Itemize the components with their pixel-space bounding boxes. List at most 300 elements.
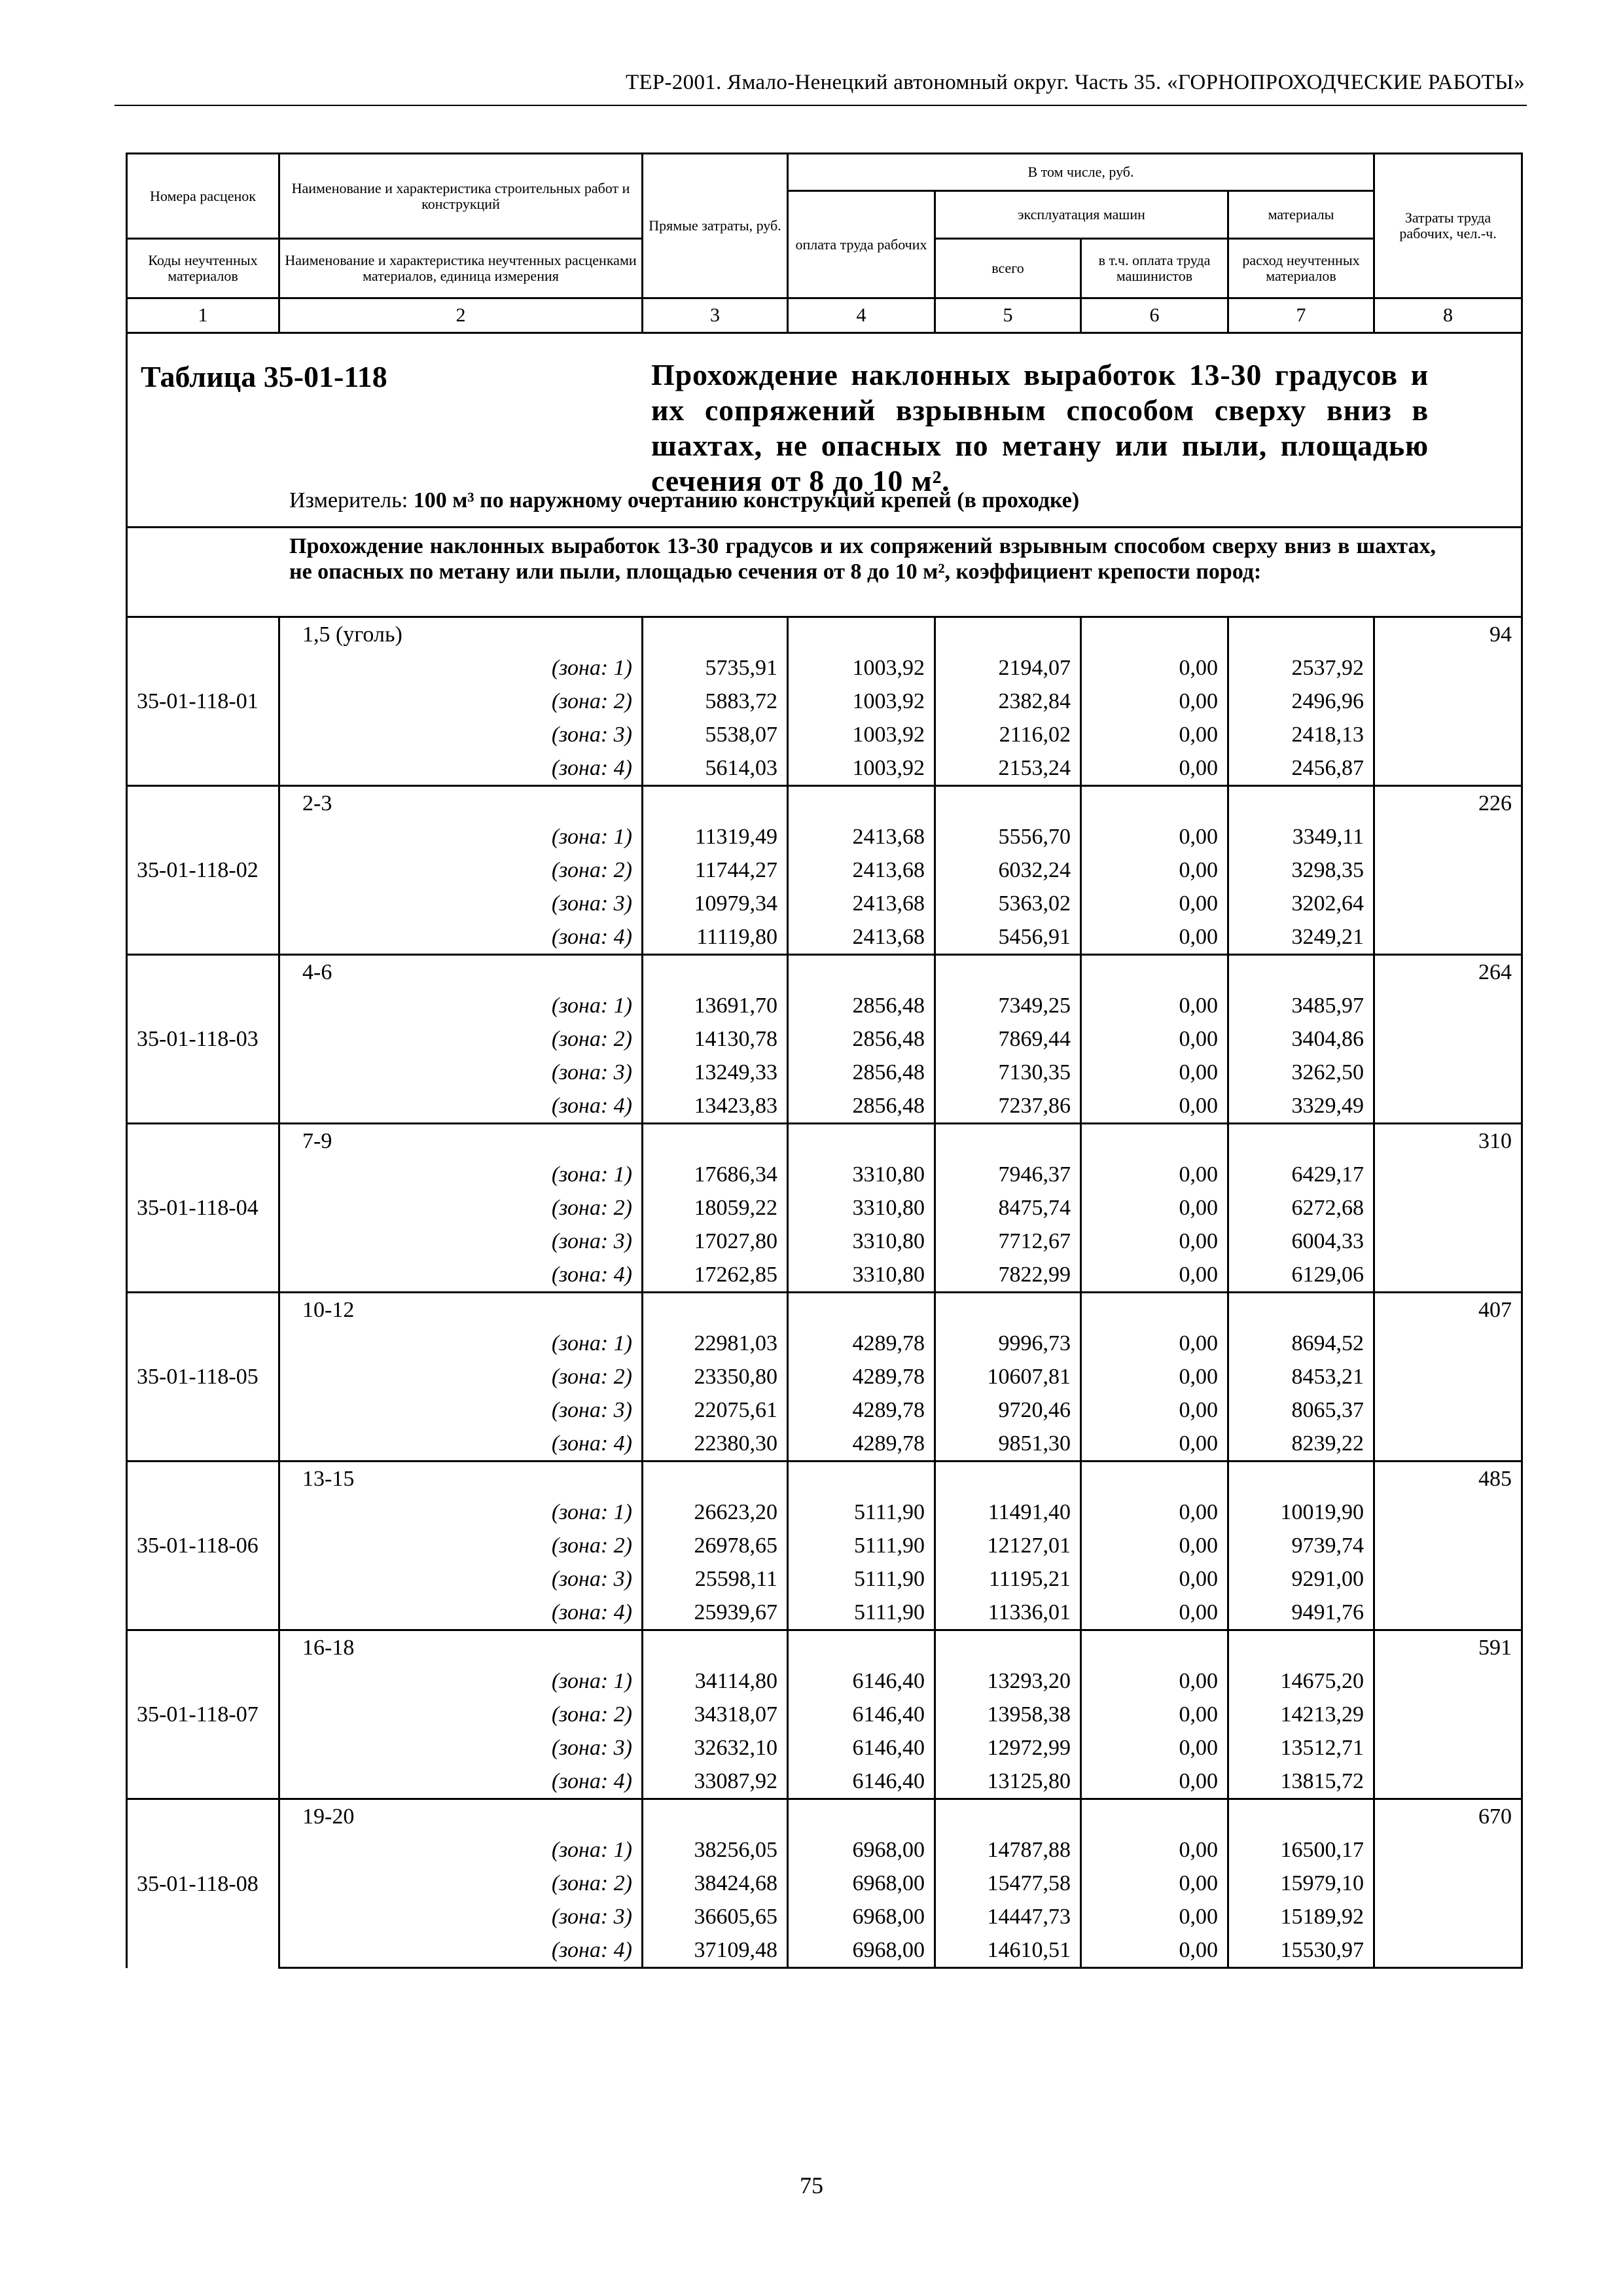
empty-cell	[1374, 1258, 1522, 1293]
rate-name: 2-3	[279, 786, 643, 821]
col6-header: в т.ч. оплата труда машинистов	[1081, 239, 1228, 298]
materials-cost: 13512,71	[1228, 1731, 1374, 1765]
table-name: Таблица 35-01-118	[141, 360, 387, 393]
direct-cost: 23350,80	[643, 1360, 788, 1393]
zone-row	[127, 1900, 1522, 1933]
direct-cost: 34114,80	[643, 1664, 788, 1698]
zone-row	[127, 1393, 1522, 1427]
machines-cost: 8475,74	[935, 1191, 1081, 1225]
materials-cost: 3298,35	[1228, 853, 1374, 887]
machines-cost: 13125,80	[935, 1765, 1081, 1799]
machines-cost: 12972,99	[935, 1731, 1081, 1765]
empty-cell	[1374, 1698, 1522, 1731]
zone-row	[127, 1225, 1522, 1258]
rate-row	[127, 1462, 1522, 1496]
empty-cell	[788, 786, 935, 821]
zone-row	[127, 1867, 1522, 1900]
direct-cost: 11119,80	[643, 920, 788, 955]
col3-header: Прямые затраты, руб.	[643, 154, 788, 298]
zone-row	[127, 1191, 1522, 1225]
zone-row	[127, 1933, 1522, 1968]
table-subtitle: Прохождение наклонных выработок 13-30 градусов и их сопряжений взрывным способом сверху вниз в шахтах, не опасных по метану или пыли, площадью сечения от 8 до 10 м², коэффициент крепости пород:	[289, 534, 1436, 584]
machines-cost: 11336,01	[935, 1596, 1081, 1630]
direct-cost: 5883,72	[643, 685, 788, 718]
direct-cost: 13423,83	[643, 1089, 788, 1124]
col5-header: всего	[935, 239, 1081, 298]
operators-cost: 0,00	[1081, 718, 1228, 751]
column-number: 3	[643, 298, 788, 333]
col4-header: оплата труда рабочих	[788, 191, 935, 298]
empty-cell	[1228, 1799, 1374, 1834]
empty-cell	[788, 1630, 935, 1665]
materials-cost: 9739,74	[1228, 1529, 1374, 1562]
rate-row	[127, 617, 1522, 652]
empty-cell	[1374, 1158, 1522, 1191]
empty-cell	[1374, 1900, 1522, 1933]
operators-cost: 0,00	[1081, 1596, 1228, 1630]
rate-row	[127, 786, 1522, 821]
machines-cost: 7869,44	[935, 1022, 1081, 1056]
empty-cell	[788, 1462, 935, 1496]
column-number: 1	[127, 298, 279, 333]
direct-cost: 13691,70	[643, 989, 788, 1022]
machines-cost: 13958,38	[935, 1698, 1081, 1731]
wages-cost: 5111,90	[788, 1596, 935, 1630]
zone-row	[127, 1089, 1522, 1124]
running-header: ТЕР-2001. Ямало-Ненецкий автономный округ. Часть 35. «ГОРНОПРОХОДЧЕСКИЕ РАБОТЫ»	[625, 71, 1525, 94]
direct-cost: 14130,78	[643, 1022, 788, 1056]
zone-label: (зона: 4)	[279, 751, 643, 786]
direct-cost: 22380,30	[643, 1427, 788, 1462]
empty-cell	[1228, 617, 1374, 652]
operators-cost: 0,00	[1081, 1158, 1228, 1191]
empty-cell	[935, 1293, 1081, 1327]
zone-label: (зона: 3)	[279, 1393, 643, 1427]
labor-cost: 591	[1374, 1630, 1522, 1665]
empty-cell	[1374, 651, 1522, 685]
rate-name: 7-9	[279, 1124, 643, 1158]
empty-cell	[1374, 1225, 1522, 1258]
zone-row	[127, 1529, 1522, 1562]
empty-cell	[1374, 887, 1522, 920]
zone-row	[127, 1258, 1522, 1293]
machines-cost: 9996,73	[935, 1327, 1081, 1360]
zone-label: (зона: 2)	[279, 853, 643, 887]
col1-bottom-header: Коды неучтенных материалов	[127, 239, 279, 298]
direct-cost: 18059,22	[643, 1191, 788, 1225]
empty-cell	[1374, 853, 1522, 887]
materials-cost: 15979,10	[1228, 1867, 1374, 1900]
operators-cost: 0,00	[1081, 853, 1228, 887]
table-title-block	[127, 333, 1522, 528]
rate-row	[127, 1293, 1522, 1327]
machines-cost: 7237,86	[935, 1089, 1081, 1124]
empty-cell	[1374, 920, 1522, 955]
zone-label: (зона: 3)	[279, 1225, 643, 1258]
wages-cost: 4289,78	[788, 1327, 935, 1360]
direct-cost: 5614,03	[643, 751, 788, 786]
rate-code: 35-01-118-05	[127, 1293, 279, 1462]
empty-cell	[1374, 1360, 1522, 1393]
empty-cell	[1374, 1327, 1522, 1360]
empty-cell	[643, 1630, 788, 1665]
materials-cost: 9291,00	[1228, 1562, 1374, 1596]
col7-header: расход неучтенных материалов	[1228, 239, 1374, 298]
materials-cost: 6129,06	[1228, 1258, 1374, 1293]
wages-cost: 4289,78	[788, 1393, 935, 1427]
wages-cost: 6146,40	[788, 1731, 935, 1765]
empty-cell	[1081, 1630, 1228, 1665]
machines-cost: 5556,70	[935, 820, 1081, 853]
empty-cell	[1374, 1393, 1522, 1427]
empty-cell	[788, 1124, 935, 1158]
zone-row	[127, 1327, 1522, 1360]
empty-cell	[1228, 786, 1374, 821]
zone-row	[127, 920, 1522, 955]
operators-cost: 0,00	[1081, 1022, 1228, 1056]
wages-cost: 2856,48	[788, 1089, 935, 1124]
machines-cost: 7130,35	[935, 1056, 1081, 1089]
operators-cost: 0,00	[1081, 1933, 1228, 1968]
machines-cost: 15477,58	[935, 1867, 1081, 1900]
operators-cost: 0,00	[1081, 1089, 1228, 1124]
wages-cost: 6968,00	[788, 1867, 935, 1900]
materials-cost: 2496,96	[1228, 685, 1374, 718]
wages-cost: 2413,68	[788, 887, 935, 920]
zone-row	[127, 820, 1522, 853]
empty-cell	[1228, 955, 1374, 990]
empty-cell	[1081, 1124, 1228, 1158]
zone-row	[127, 1360, 1522, 1393]
materials-cost: 8065,37	[1228, 1393, 1374, 1427]
direct-cost: 11744,27	[643, 853, 788, 887]
wages-cost: 6146,40	[788, 1765, 935, 1799]
wages-cost: 3310,80	[788, 1258, 935, 1293]
rate-code: 35-01-118-06	[127, 1462, 279, 1630]
direct-cost: 38256,05	[643, 1833, 788, 1867]
materials-cost: 3349,11	[1228, 820, 1374, 853]
rate-name: 10-12	[279, 1293, 643, 1327]
materials-cost: 16500,17	[1228, 1833, 1374, 1867]
empty-cell	[1374, 1933, 1522, 1968]
rate-code: 35-01-118-01	[127, 617, 279, 786]
machines-cost: 9851,30	[935, 1427, 1081, 1462]
empty-cell	[935, 1462, 1081, 1496]
operators-cost: 0,00	[1081, 1765, 1228, 1799]
wages-cost: 2413,68	[788, 853, 935, 887]
empty-cell	[935, 617, 1081, 652]
zone-row	[127, 685, 1522, 718]
col1-top-header: Номера расценок	[127, 154, 279, 239]
labor-cost: 670	[1374, 1799, 1522, 1834]
table-title: Прохождение наклонных выработок 13-30 градусов и их сопряжений взрывным способом сверху вниз в шахтах, не опасных по метану или пыли, площадью сечения от 8 до 10 м².	[651, 358, 1429, 497]
machines-cost: 12127,01	[935, 1529, 1081, 1562]
materials-cost: 13815,72	[1228, 1765, 1374, 1799]
materials-cost: 15189,92	[1228, 1900, 1374, 1933]
col8-header: Затраты труда рабочих, чел.-ч.	[1374, 154, 1522, 298]
machines-cost: 6032,24	[935, 853, 1081, 887]
zone-label: (зона: 3)	[279, 887, 643, 920]
zone-label: (зона: 3)	[279, 1562, 643, 1596]
zone-label: (зона: 1)	[279, 651, 643, 685]
rate-name: 16-18	[279, 1630, 643, 1665]
operators-cost: 0,00	[1081, 1867, 1228, 1900]
materials-cost: 6272,68	[1228, 1191, 1374, 1225]
empty-cell	[643, 1124, 788, 1158]
empty-cell	[1081, 1293, 1228, 1327]
materials-cost: 3485,97	[1228, 989, 1374, 1022]
zone-label: (зона: 2)	[279, 1529, 643, 1562]
unit-prefix: Измеритель:	[289, 488, 408, 512]
operators-cost: 0,00	[1081, 1056, 1228, 1089]
zone-label: (зона: 1)	[279, 1327, 643, 1360]
machines-cost: 5456,91	[935, 920, 1081, 955]
column-number: 7	[1228, 298, 1374, 333]
wages-cost: 6968,00	[788, 1900, 935, 1933]
wages-cost: 2413,68	[788, 820, 935, 853]
direct-cost: 22075,61	[643, 1393, 788, 1427]
materials-cost: 14213,29	[1228, 1698, 1374, 1731]
wages-cost: 6968,00	[788, 1833, 935, 1867]
direct-cost: 25939,67	[643, 1596, 788, 1630]
zone-label: (зона: 3)	[279, 718, 643, 751]
wages-cost: 4289,78	[788, 1427, 935, 1462]
wages-cost: 6968,00	[788, 1933, 935, 1968]
machines-cost: 2153,24	[935, 751, 1081, 786]
zone-label: (зона: 1)	[279, 1158, 643, 1191]
empty-cell	[935, 1630, 1081, 1665]
wages-cost: 2413,68	[788, 920, 935, 955]
operators-cost: 0,00	[1081, 1731, 1228, 1765]
empty-cell	[1374, 751, 1522, 786]
empty-cell	[935, 786, 1081, 821]
rate-row	[127, 1124, 1522, 1158]
empty-cell	[1081, 617, 1228, 652]
empty-cell	[1228, 1293, 1374, 1327]
rate-name: 13-15	[279, 1462, 643, 1496]
empty-cell	[1081, 1799, 1228, 1834]
materials-cost: 14675,20	[1228, 1664, 1374, 1698]
wages-cost: 1003,92	[788, 751, 935, 786]
table-subtitle-block	[127, 528, 1522, 617]
materials-cost: 3404,86	[1228, 1022, 1374, 1056]
operators-cost: 0,00	[1081, 1664, 1228, 1698]
empty-cell	[643, 1799, 788, 1834]
rate-name: 19-20	[279, 1799, 643, 1834]
zone-label: (зона: 2)	[279, 1022, 643, 1056]
empty-cell	[1374, 1496, 1522, 1529]
direct-cost: 5735,91	[643, 651, 788, 685]
wages-cost: 5111,90	[788, 1529, 935, 1562]
empty-cell	[1228, 1124, 1374, 1158]
materials-cost: 2456,87	[1228, 751, 1374, 786]
operators-cost: 0,00	[1081, 1225, 1228, 1258]
zone-row	[127, 1833, 1522, 1867]
empty-cell	[1374, 1089, 1522, 1124]
zone-row	[127, 1496, 1522, 1529]
materials-cost: 3262,50	[1228, 1056, 1374, 1089]
operators-cost: 0,00	[1081, 1833, 1228, 1867]
machines-cost: 7946,37	[935, 1158, 1081, 1191]
wages-cost: 6146,40	[788, 1698, 935, 1731]
rate-code: 35-01-118-08	[127, 1799, 279, 1968]
zone-label: (зона: 3)	[279, 1731, 643, 1765]
labor-cost: 226	[1374, 786, 1522, 821]
zone-label: (зона: 4)	[279, 1933, 643, 1968]
zone-label: (зона: 2)	[279, 1191, 643, 1225]
zone-label: (зона: 1)	[279, 1496, 643, 1529]
rate-code: 35-01-118-04	[127, 1124, 279, 1293]
machines-cost: 7712,67	[935, 1225, 1081, 1258]
materials-cost: 15530,97	[1228, 1933, 1374, 1968]
direct-cost: 25598,11	[643, 1562, 788, 1596]
group-machines-header: эксплуатация машин	[935, 191, 1228, 239]
operators-cost: 0,00	[1081, 1258, 1228, 1293]
rate-row	[127, 1630, 1522, 1665]
zone-label: (зона: 4)	[279, 1089, 643, 1124]
zone-row	[127, 1158, 1522, 1191]
operators-cost: 0,00	[1081, 1427, 1228, 1462]
materials-cost: 6004,33	[1228, 1225, 1374, 1258]
empty-cell	[643, 955, 788, 990]
direct-cost: 22981,03	[643, 1327, 788, 1360]
direct-cost: 17027,80	[643, 1225, 788, 1258]
labor-cost: 310	[1374, 1124, 1522, 1158]
empty-cell	[1374, 989, 1522, 1022]
empty-cell	[1374, 1191, 1522, 1225]
zone-label: (зона: 2)	[279, 1698, 643, 1731]
machines-cost: 2194,07	[935, 651, 1081, 685]
operators-cost: 0,00	[1081, 1360, 1228, 1393]
direct-cost: 13249,33	[643, 1056, 788, 1089]
header-rule	[115, 105, 1527, 106]
materials-cost: 6429,17	[1228, 1158, 1374, 1191]
direct-cost: 32632,10	[643, 1731, 788, 1765]
operators-cost: 0,00	[1081, 1698, 1228, 1731]
rate-code: 35-01-118-07	[127, 1630, 279, 1799]
machines-cost: 7349,25	[935, 989, 1081, 1022]
empty-cell	[643, 1293, 788, 1327]
operators-cost: 0,00	[1081, 1496, 1228, 1529]
labor-cost: 94	[1374, 617, 1522, 652]
column-number: 4	[788, 298, 935, 333]
empty-cell	[1081, 955, 1228, 990]
zone-label: (зона: 1)	[279, 820, 643, 853]
zone-row	[127, 887, 1522, 920]
empty-cell	[788, 1799, 935, 1834]
zone-row	[127, 989, 1522, 1022]
operators-cost: 0,00	[1081, 989, 1228, 1022]
direct-cost: 26623,20	[643, 1496, 788, 1529]
zone-row	[127, 1698, 1522, 1731]
materials-cost: 8694,52	[1228, 1327, 1374, 1360]
machines-cost: 5363,02	[935, 887, 1081, 920]
materials-cost: 3202,64	[1228, 887, 1374, 920]
zone-row	[127, 1427, 1522, 1462]
zone-row	[127, 651, 1522, 685]
operators-cost: 0,00	[1081, 1327, 1228, 1360]
direct-cost: 17686,34	[643, 1158, 788, 1191]
rate-name: 1,5 (уголь)	[279, 617, 643, 652]
materials-cost: 2537,92	[1228, 651, 1374, 685]
zone-label: (зона: 4)	[279, 1765, 643, 1799]
zone-row	[127, 1596, 1522, 1630]
wages-cost: 4289,78	[788, 1360, 935, 1393]
empty-cell	[1374, 718, 1522, 751]
col2-top-header: Наименование и характеристика строительных работ и конструкций	[279, 154, 643, 239]
empty-cell	[1081, 786, 1228, 821]
column-number: 8	[1374, 298, 1522, 333]
empty-cell	[1374, 1731, 1522, 1765]
operators-cost: 0,00	[1081, 887, 1228, 920]
zone-row	[127, 1056, 1522, 1089]
page-number: 75	[800, 2172, 823, 2198]
rate-row	[127, 1799, 1522, 1834]
direct-cost: 33087,92	[643, 1765, 788, 1799]
rate-code: 35-01-118-02	[127, 786, 279, 955]
empty-cell	[935, 1124, 1081, 1158]
machines-cost: 10607,81	[935, 1360, 1081, 1393]
direct-cost: 37109,48	[643, 1933, 788, 1968]
group-materials-header: материалы	[1228, 191, 1374, 239]
empty-cell	[1374, 1833, 1522, 1867]
operators-cost: 0,00	[1081, 651, 1228, 685]
empty-cell	[935, 1799, 1081, 1834]
wages-cost: 3310,80	[788, 1225, 935, 1258]
machines-cost: 7822,99	[935, 1258, 1081, 1293]
empty-cell	[1228, 1630, 1374, 1665]
empty-cell	[1374, 1056, 1522, 1089]
direct-cost: 5538,07	[643, 718, 788, 751]
rate-code: 35-01-118-03	[127, 955, 279, 1124]
col2-bottom-header: Наименование и характеристика неучтенных расценками материалов, единица измерения	[279, 239, 643, 298]
wages-cost: 1003,92	[788, 718, 935, 751]
materials-cost: 8453,21	[1228, 1360, 1374, 1393]
zone-label: (зона: 2)	[279, 1867, 643, 1900]
zone-label: (зона: 4)	[279, 1258, 643, 1293]
materials-cost: 3249,21	[1228, 920, 1374, 955]
machines-cost: 11195,21	[935, 1562, 1081, 1596]
zone-label: (зона: 1)	[279, 989, 643, 1022]
operators-cost: 0,00	[1081, 820, 1228, 853]
operators-cost: 0,00	[1081, 1900, 1228, 1933]
empty-cell	[1374, 1867, 1522, 1900]
operators-cost: 0,00	[1081, 1529, 1228, 1562]
rate-row	[127, 955, 1522, 990]
rate-name: 4-6	[279, 955, 643, 990]
machines-cost: 9720,46	[935, 1393, 1081, 1427]
empty-cell	[788, 955, 935, 990]
zone-label: (зона: 1)	[279, 1833, 643, 1867]
empty-cell	[1374, 1022, 1522, 1056]
zone-row	[127, 1562, 1522, 1596]
materials-cost: 3329,49	[1228, 1089, 1374, 1124]
zone-row	[127, 751, 1522, 786]
zone-label: (зона: 2)	[279, 685, 643, 718]
wages-cost: 3310,80	[788, 1158, 935, 1191]
zone-row	[127, 718, 1522, 751]
zone-label: (зона: 2)	[279, 1360, 643, 1393]
wages-cost: 6146,40	[788, 1664, 935, 1698]
wages-cost: 2856,48	[788, 989, 935, 1022]
empty-cell	[1374, 685, 1522, 718]
materials-cost: 8239,22	[1228, 1427, 1374, 1462]
zone-row	[127, 1765, 1522, 1799]
zone-label: (зона: 3)	[279, 1056, 643, 1089]
direct-cost: 38424,68	[643, 1867, 788, 1900]
empty-cell	[1374, 1529, 1522, 1562]
direct-cost: 36605,65	[643, 1900, 788, 1933]
